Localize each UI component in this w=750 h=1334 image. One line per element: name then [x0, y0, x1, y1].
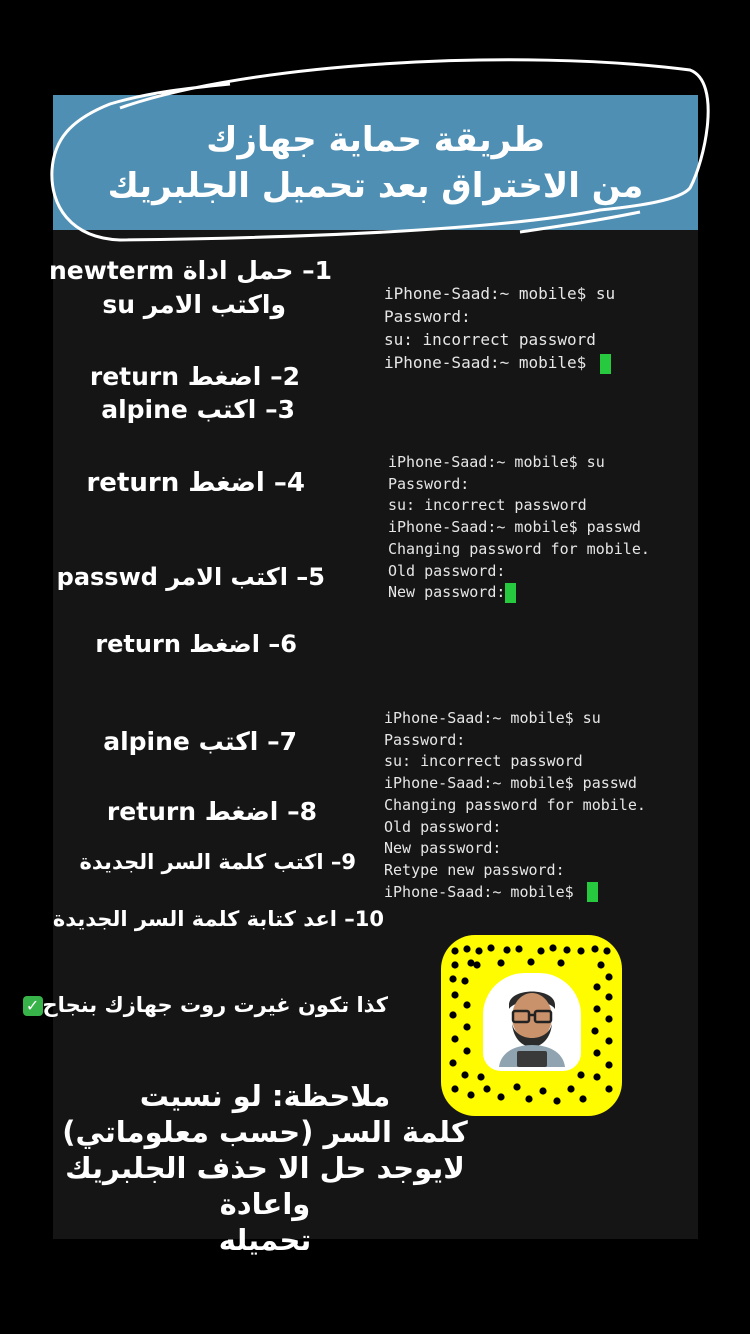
terminal-cursor — [600, 354, 611, 374]
step-7 — [103, 727, 297, 756]
terminal-cursor — [505, 583, 516, 603]
step-number: 7– — [267, 727, 297, 756]
step-9 — [80, 850, 356, 874]
terminal-line — [388, 582, 696, 604]
terminal-line: Retype new password: — [384, 860, 565, 879]
terminal-line: Changing password for mobile. — [388, 539, 650, 558]
title-banner — [53, 95, 698, 230]
terminal-line: su: incorrect password — [388, 496, 587, 515]
step-text: اعد كتابة كلمة السر الجديدة — [52, 907, 337, 931]
step-command: alpine — [101, 395, 188, 424]
step-1 — [49, 256, 332, 285]
step-command: return — [86, 468, 180, 498]
step-8 — [107, 797, 317, 826]
note-line-2: كلمة السر (حسب معلوماتي) — [62, 1115, 468, 1149]
terminal-line: Password: — [384, 730, 466, 749]
terminal-line: iPhone-Saad:~ mobile$ su — [388, 453, 605, 471]
step-number: 2– — [270, 362, 300, 391]
step-command: su — [102, 290, 136, 319]
terminal-block-3 — [384, 708, 646, 903]
step-command: alpine — [103, 727, 190, 756]
step-5 — [57, 563, 325, 591]
terminal-line — [384, 882, 646, 904]
step-number: 1– — [302, 256, 332, 285]
terminal-line: Old password: — [388, 561, 506, 580]
note-line-3: لايوجد حل الا حذف الجلبريك واعادة — [65, 1151, 465, 1221]
terminal-line: su: incorrect password — [384, 330, 596, 349]
note-line-4: تحميله — [218, 1223, 312, 1257]
step-text: اكتب — [196, 395, 257, 424]
terminal-block-2 — [388, 452, 696, 604]
step-1-cont — [102, 290, 286, 319]
step-number: 10– — [344, 907, 384, 931]
step-command: newterm — [48, 256, 175, 285]
step-text: واكتب الامر — [143, 290, 286, 319]
title-line-1: طريقة حماية جهازك — [206, 119, 545, 160]
step-number: 3– — [265, 395, 295, 424]
step-command: return — [95, 630, 181, 658]
step-text: اضغط — [189, 630, 260, 658]
step-text: اكتب — [198, 727, 259, 756]
step-6 — [95, 630, 297, 658]
terminal-block-1 — [384, 282, 615, 374]
terminal-prompt: iPhone-Saad:~ mobile$ — [384, 353, 596, 372]
step-text: حمل اداة — [182, 256, 294, 285]
terminal-line: iPhone-Saad:~ mobile$ su — [384, 709, 601, 727]
terminal-line — [384, 351, 615, 374]
bitmoji-avatar — [495, 979, 569, 1067]
step-command: passwd — [56, 563, 158, 591]
terminal-line: Changing password for mobile. — [384, 795, 646, 814]
step-text: اضغط — [204, 797, 279, 826]
step-number: 9– — [330, 850, 356, 874]
note-block — [30, 1078, 500, 1258]
step-command: return — [106, 797, 197, 826]
step-text: اكتب كلمة السر الجديدة — [79, 850, 324, 874]
step-10 — [53, 907, 384, 931]
step-2 — [90, 362, 300, 391]
step-3 — [101, 395, 295, 424]
terminal-line: Password: — [388, 474, 470, 493]
step-text: اكتب الامر — [166, 563, 288, 591]
step-number: 5– — [296, 563, 325, 591]
success-text: كذا تكون غيرت روت جهازك بنجاح — [42, 993, 388, 1017]
step-command: return — [89, 362, 180, 391]
terminal-line: Password: — [384, 307, 471, 326]
terminal-prompt: New password: — [388, 583, 506, 602]
terminal-line: iPhone-Saad:~ mobile$ passwd — [388, 518, 641, 537]
terminal-line: New password: — [384, 839, 502, 858]
step-4 — [86, 468, 305, 498]
note-line-1: ملاحظة: لو نسيت — [139, 1079, 391, 1113]
check-mark-icon: ✓ — [23, 996, 43, 1016]
terminal-line: iPhone-Saad:~ mobile$ su — [384, 284, 616, 303]
step-number: 6– — [268, 630, 297, 658]
step-text: اضغط — [187, 362, 262, 391]
success-message — [23, 993, 388, 1017]
terminal-line: Old password: — [384, 817, 502, 836]
terminal-prompt: iPhone-Saad:~ mobile$ — [384, 882, 583, 901]
step-text: اضغط — [188, 468, 265, 498]
step-number: 4– — [273, 468, 305, 498]
terminal-cursor — [587, 882, 598, 902]
terminal-line: iPhone-Saad:~ mobile$ passwd — [384, 774, 637, 793]
step-number: 8– — [287, 797, 317, 826]
title-line-2: من الاختراق بعد تحميل الجلبريك — [107, 165, 644, 206]
terminal-line: su: incorrect password — [384, 752, 583, 771]
